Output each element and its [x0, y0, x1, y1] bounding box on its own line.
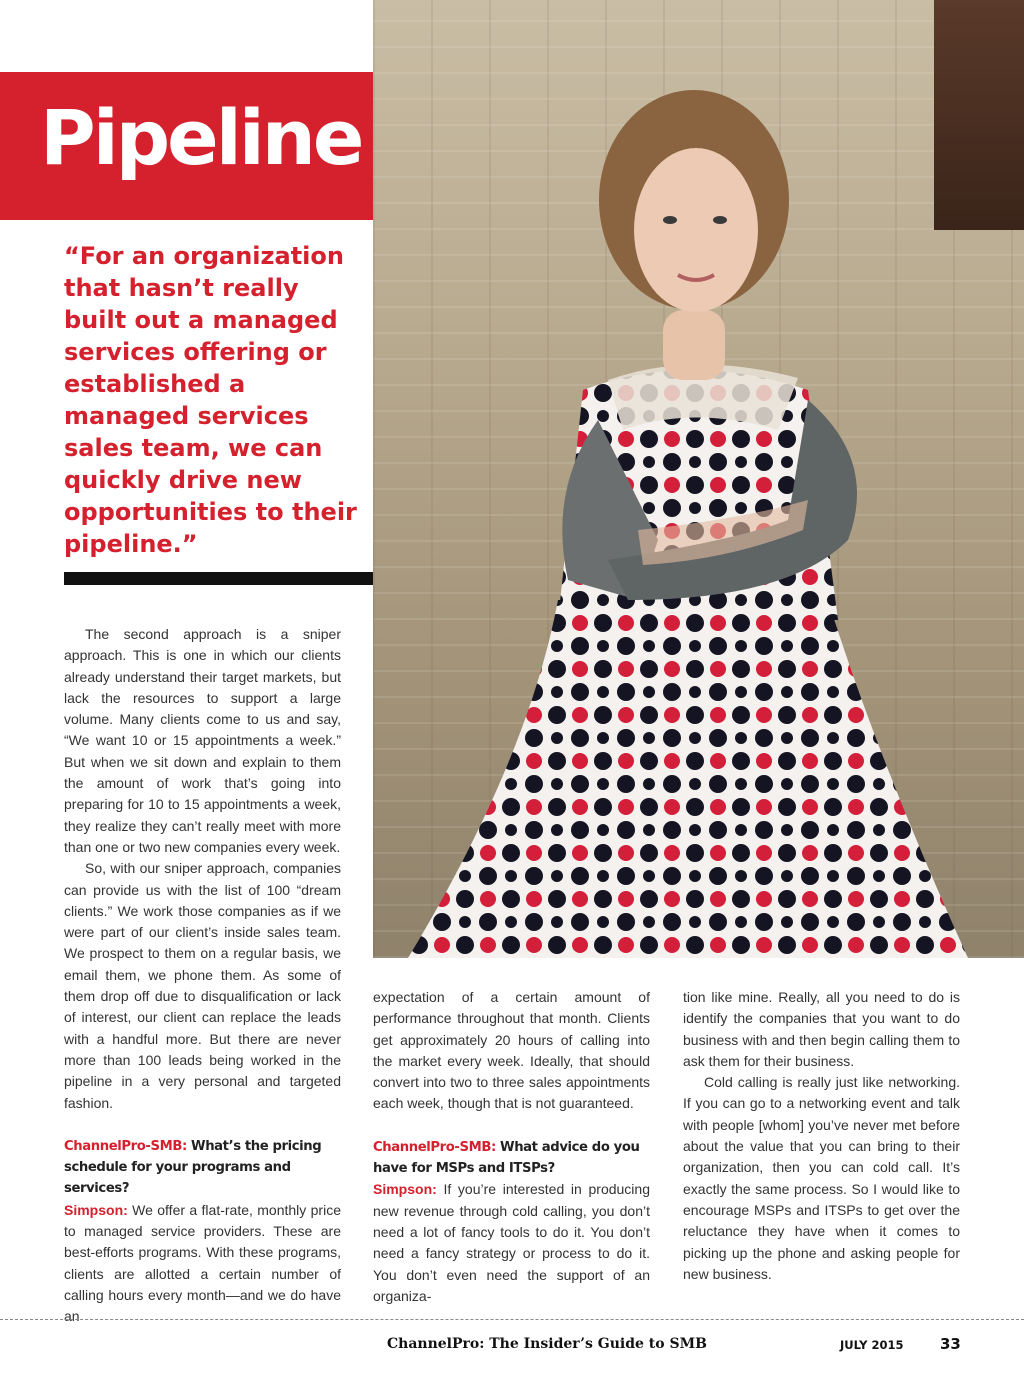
answer-speaker: Simpson:	[64, 1201, 128, 1218]
section-title: Pipeline	[40, 93, 362, 182]
footer-date: JULY 2015	[840, 1338, 904, 1352]
answer-text: If you’re interested in producing new revenue through cold calling, you don’t need a lot of fancy tools to do it. You don’t need a fancy strategy or process to do it. You don’t even need the support of an organiza-	[373, 1181, 650, 1304]
paragraph: The second approach is a sniper approach. This is one in which our clients already understand their target markets, but lack the resources to support a large volume. Many clients come to us and say, “We want 10 or 15 appointments a week.” But when we sit down and explain to them the amount of work that’s going into preparing for 10 to 15 appointments a week, they realize they can’t really meet with more than one or two new companies every week.	[64, 626, 341, 855]
footer-divider	[0, 1319, 1024, 1320]
question-brand: ChannelPro-SMB:	[64, 1138, 187, 1154]
answer-speaker: Simpson:	[373, 1181, 437, 1198]
interview-question	[373, 1137, 650, 1180]
paragraph: expectation of a certain amount of performance throughout that month. Clients get approximately 20 hours of calling into the market every week. Ideally, that should convert into two to three sales appointments each week, though that is not guaranteed.	[373, 989, 650, 1112]
article-column-2	[373, 987, 650, 1307]
question-text: What advice do you have for MSPs and ITSPs?	[373, 1139, 640, 1177]
paragraph: Cold calling is really just like networking. If you can go to a networking event and talk with people [whom] you’ve never met before about the value that you can bring to their organization, then you can cold call. It’s exactly the same process. So I would like to encourage MSPs and ITSPs to get over the reluctance they have when it comes to picking up the phone and asking people for new business.	[683, 1074, 960, 1282]
paragraph: So, with our sniper approach, companies can provide us with the list of 100 “dream clients.” We work those companies as if we were part of our client’s inside sales team. We prospect to them on a regular basis, we email them, we phone them. As some of them drop off due to disqualification or lack of interest, our client can replace the leads with a handful more. But there are never more than 100 leads being worked in the pipeline in a very personal and targeted fashion.	[64, 860, 341, 1111]
interview-answer	[64, 1200, 341, 1328]
question-text: What’s the pricing schedule for your programs and services?	[64, 1138, 322, 1197]
interview-question	[64, 1136, 341, 1200]
pull-quote: “For an organization that hasn’t really built out a managed services offering or established a managed services sales team, we can quickly drive new opportunities to their pipeline.”	[64, 242, 357, 558]
portrait-photo	[373, 0, 1024, 958]
pull-quote-divider	[64, 572, 373, 585]
article-column-1	[64, 624, 341, 1328]
section-banner	[0, 72, 373, 220]
portrait-photo-icon	[408, 60, 968, 958]
answer-text: We offer a flat-rate, monthly price to managed service providers. These are best-efforts programs. With these programs, clients are allotted a certain number of calling hours every month—and we do have an	[64, 1201, 341, 1325]
page-number: 33	[940, 1335, 961, 1353]
paragraph: tion like mine. Really, all you need to do is identify the companies that you want to do business with and then begin calling them to ask them for their business.	[683, 989, 960, 1069]
article-column-3	[683, 987, 960, 1285]
interview-answer	[373, 1179, 650, 1307]
footer-publication: ChannelPro: The Insider’s Guide to SMB	[387, 1336, 707, 1352]
question-brand: ChannelPro-SMB:	[373, 1139, 496, 1155]
